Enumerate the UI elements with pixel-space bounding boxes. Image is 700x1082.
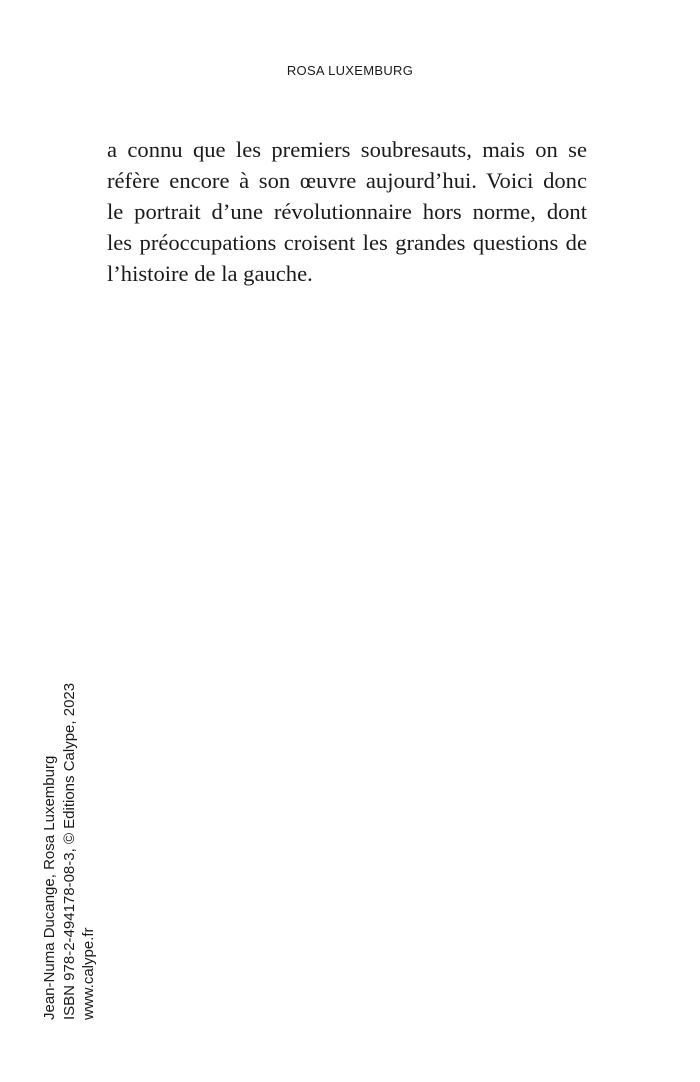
colophon-website: www.calype.fr — [80, 927, 97, 1020]
body-line: l’histoire de la gauche. — [107, 261, 313, 286]
running-header: ROSA LUXEMBURG — [286, 63, 414, 78]
body-line: les préoccupations croisent les grandes questions de — [107, 230, 587, 255]
colophon-isbn-copyright: ISBN 978-2-494178-08-3, © Editions Calype, 2023 — [60, 682, 78, 1020]
body-line: le portrait d’une révolutionnaire hors norme, dont — [107, 199, 587, 224]
colophon — [40, 683, 99, 1020]
body-line: réfère encore à son œuvre aujourd’hui. Voici donc — [107, 168, 587, 193]
body-line: a connu que les premiers soubresauts, mais on se — [107, 137, 587, 162]
colophon-author-title: Jean-Numa Ducange, Rosa Luxemburg — [41, 755, 58, 1020]
body-paragraph — [107, 134, 587, 289]
